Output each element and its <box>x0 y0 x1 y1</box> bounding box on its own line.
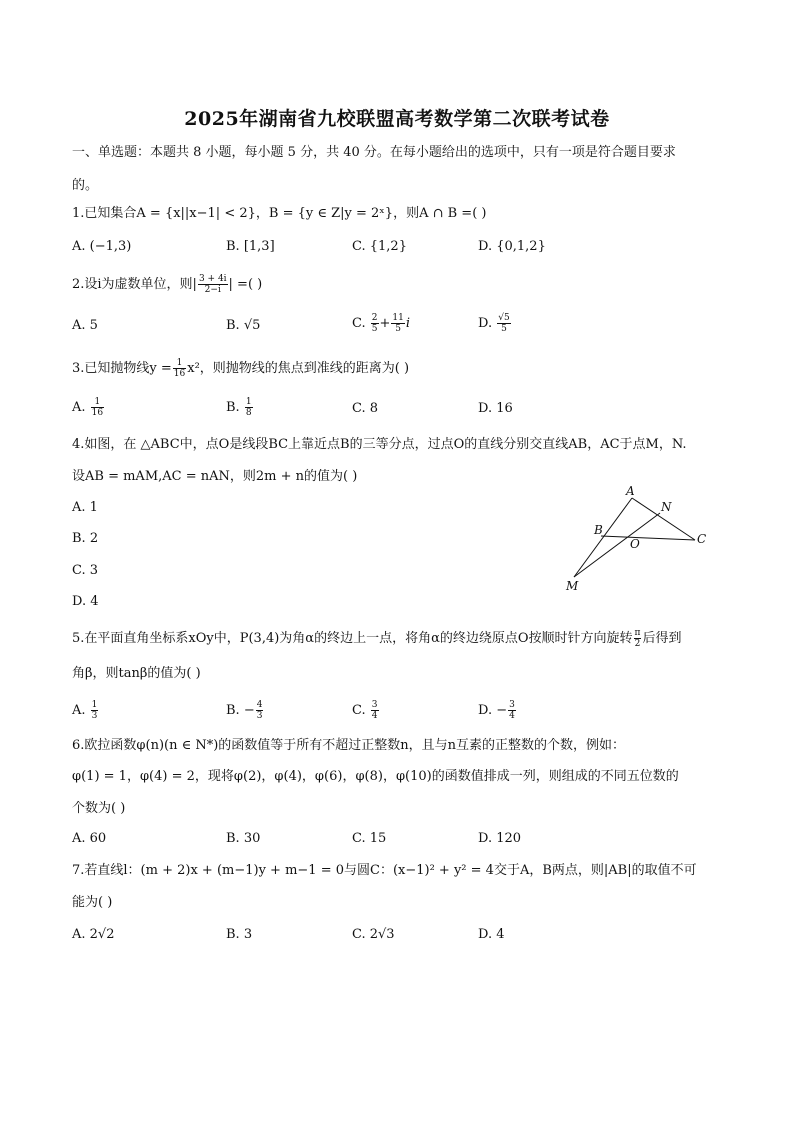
q4-option-b: B. 2 <box>72 531 99 546</box>
label-b: B <box>594 523 603 537</box>
plus-sign: + <box>379 316 391 331</box>
q5-stem-pre: 5.在平面直角坐标系xOy中，P(3,4)为角α的终边上一点，将角α的终边绕原点O按顺时针方向旋转 <box>72 631 633 646</box>
q2-option-b: B. √5 <box>226 318 261 333</box>
imaginary-unit: i <box>405 316 411 331</box>
q3-option-a-label: A. <box>72 400 86 415</box>
q2-stem-pre: 2.设i为虚数单位，则| <box>72 277 197 292</box>
frac-num: 3 <box>371 700 378 710</box>
label-a: A <box>626 484 635 498</box>
segment-mn <box>574 513 660 577</box>
q5-stem-post: 后得到 <box>642 631 682 646</box>
q5-option-a-frac <box>91 700 99 721</box>
q3-option-b-frac <box>245 397 253 418</box>
q2-option-c <box>352 313 410 334</box>
q2-fraction <box>198 274 228 295</box>
q2-option-c-label: C. <box>352 316 366 331</box>
q4-option-a: A. 1 <box>72 500 98 515</box>
q6-option-b: B. 30 <box>226 831 261 846</box>
frac-den: 3 <box>91 711 98 721</box>
q3-option-d: D. 16 <box>478 401 513 416</box>
q2-frac-den: 2−i <box>204 285 221 295</box>
q2-stem <box>72 274 262 295</box>
frac-num: π <box>634 628 641 638</box>
q2-stem-post: | =( ) <box>228 277 263 292</box>
q7-stem-line1: 7.若直线l：(m + 2)x + (m−1)y + m−1 = 0与圆C：(x−1)² + y² = 4交于A，B两点，则|AB|的取值不可 <box>72 863 697 878</box>
q2-frac-num: 3 + 4i <box>198 274 227 284</box>
triangle-figure <box>560 480 720 595</box>
frac-num: 3 <box>509 700 515 710</box>
q2-option-c-frac2 <box>391 313 404 334</box>
q6-option-c: C. 15 <box>352 831 387 846</box>
q2-option-d-frac <box>497 313 510 334</box>
frac-num: 11 <box>392 313 404 323</box>
q5-option-b-label: B. − <box>226 703 255 718</box>
frac-den: 16 <box>91 408 104 418</box>
q5-option-d-label: D. − <box>478 703 508 718</box>
label-o: O <box>630 537 640 551</box>
q4-stem-line1: 4.如图，在 △ABC中，点O是线段BC上靠近点B的三等分点，过点O的直线分别交直线AB，AC于点M，N. <box>72 437 687 452</box>
q1-option-a: A. (−1,3) <box>72 239 132 254</box>
q7-option-a: A. 2√2 <box>72 927 115 942</box>
q6-stem-line3: 个数为( ) <box>72 801 126 816</box>
label-c: C <box>697 532 707 546</box>
frac-num: 1 <box>173 358 186 369</box>
q5-option-a-label: A. <box>72 703 86 718</box>
frac-den: 8 <box>245 408 252 418</box>
q7-option-b: B. 3 <box>226 927 253 942</box>
q7-option-c: C. 2√3 <box>352 927 395 942</box>
frac-den: 3 <box>256 711 263 721</box>
q5-stem-line2: 角β，则tanβ的值为( ) <box>72 666 201 681</box>
frac-den: 5 <box>501 324 507 334</box>
q5-option-b <box>226 700 264 721</box>
frac-num: 1 <box>91 700 98 710</box>
q3-option-c: C. 8 <box>352 401 379 416</box>
q6-option-a: A. 60 <box>72 831 107 846</box>
section-instruction-line1: 一、单选题：本题共 8 小题，每小题 5 分，共 40 分。在每小题给出的选项中，只有一项是符合题目要求 <box>72 145 676 160</box>
q5-option-d <box>478 700 517 721</box>
frac-den: 4 <box>509 711 515 721</box>
q6-option-d: D. 120 <box>478 831 522 846</box>
segment-am <box>574 498 632 577</box>
q1-option-b: B. [1,3] <box>226 239 275 254</box>
q2-option-d-label: D. <box>478 316 493 331</box>
frac-den: 16 <box>173 369 186 379</box>
q2-option-c-frac1 <box>371 313 379 334</box>
q3-option-a <box>72 397 105 418</box>
q6-stem-line1: 6.欧拉函数φ(n)(n ∈ N*)的函数值等于所有不超过正整数n，且与n互素的正整数的个数，例如： <box>72 738 626 753</box>
q5-option-c <box>352 700 380 721</box>
frac-den: 4 <box>371 711 378 721</box>
q4-option-c: C. 3 <box>72 563 99 578</box>
q3-option-b-label: B. <box>226 400 240 415</box>
frac-den: 2 <box>634 639 641 649</box>
q5-option-a <box>72 700 99 721</box>
label-m: M <box>566 579 579 593</box>
q1-option-c: C. {1,2} <box>352 239 407 254</box>
q3-stem-pre: 3.已知抛物线y = <box>72 361 172 376</box>
q2-option-a: A. 5 <box>72 318 98 333</box>
q5-option-b-frac <box>256 700 264 721</box>
q1-stem: 1.已知集合A = {x||x−1| < 2}，B = {y ∈ Z|y = 2ˣ}，则A ∩ B =( ) <box>72 206 487 221</box>
q5-option-d-frac <box>508 700 516 721</box>
q5-option-c-frac <box>371 700 379 721</box>
frac-num: 1 <box>245 397 252 407</box>
q3-option-b <box>226 397 254 418</box>
q7-option-d: D. 4 <box>478 927 505 942</box>
frac-num: √5 <box>498 313 510 323</box>
label-n: N <box>661 500 672 514</box>
frac-num: 1 <box>91 397 104 408</box>
q3-fraction <box>173 358 186 379</box>
section-instruction-line2: 的。 <box>72 178 99 193</box>
q3-stem-post: x²，则抛物线的焦点到准线的距离为( ) <box>187 361 410 376</box>
q3-stem <box>72 358 409 379</box>
q4-option-d: D. 4 <box>72 594 99 609</box>
q5-stem-line1 <box>72 628 681 649</box>
q1-option-d: D. {0,1,2} <box>478 239 546 254</box>
frac-den: 5 <box>395 324 401 334</box>
q4-stem-line2: 设AB = mAM,AC = nAN，则2m + n的值为( ) <box>72 469 358 484</box>
frac-num: 2 <box>371 313 378 323</box>
q6-stem-line2: φ(1) = 1，φ(4) = 2，现将φ(2)，φ(4)，φ(6)，φ(8)，φ(10)的函数值排成一列，则组成的不同五位数的 <box>72 769 679 784</box>
q5-fraction <box>634 628 642 649</box>
exam-title: 2025年湖南省九校联盟高考数学第二次联考试卷 <box>184 108 610 130</box>
q7-stem-line2: 能为( ) <box>72 895 113 910</box>
q3-option-a-frac <box>91 397 104 418</box>
frac-den: 5 <box>371 324 378 334</box>
q2-option-d <box>478 313 512 334</box>
q5-option-c-label: C. <box>352 703 366 718</box>
segment-bc <box>601 536 695 540</box>
frac-num: 4 <box>256 700 263 710</box>
